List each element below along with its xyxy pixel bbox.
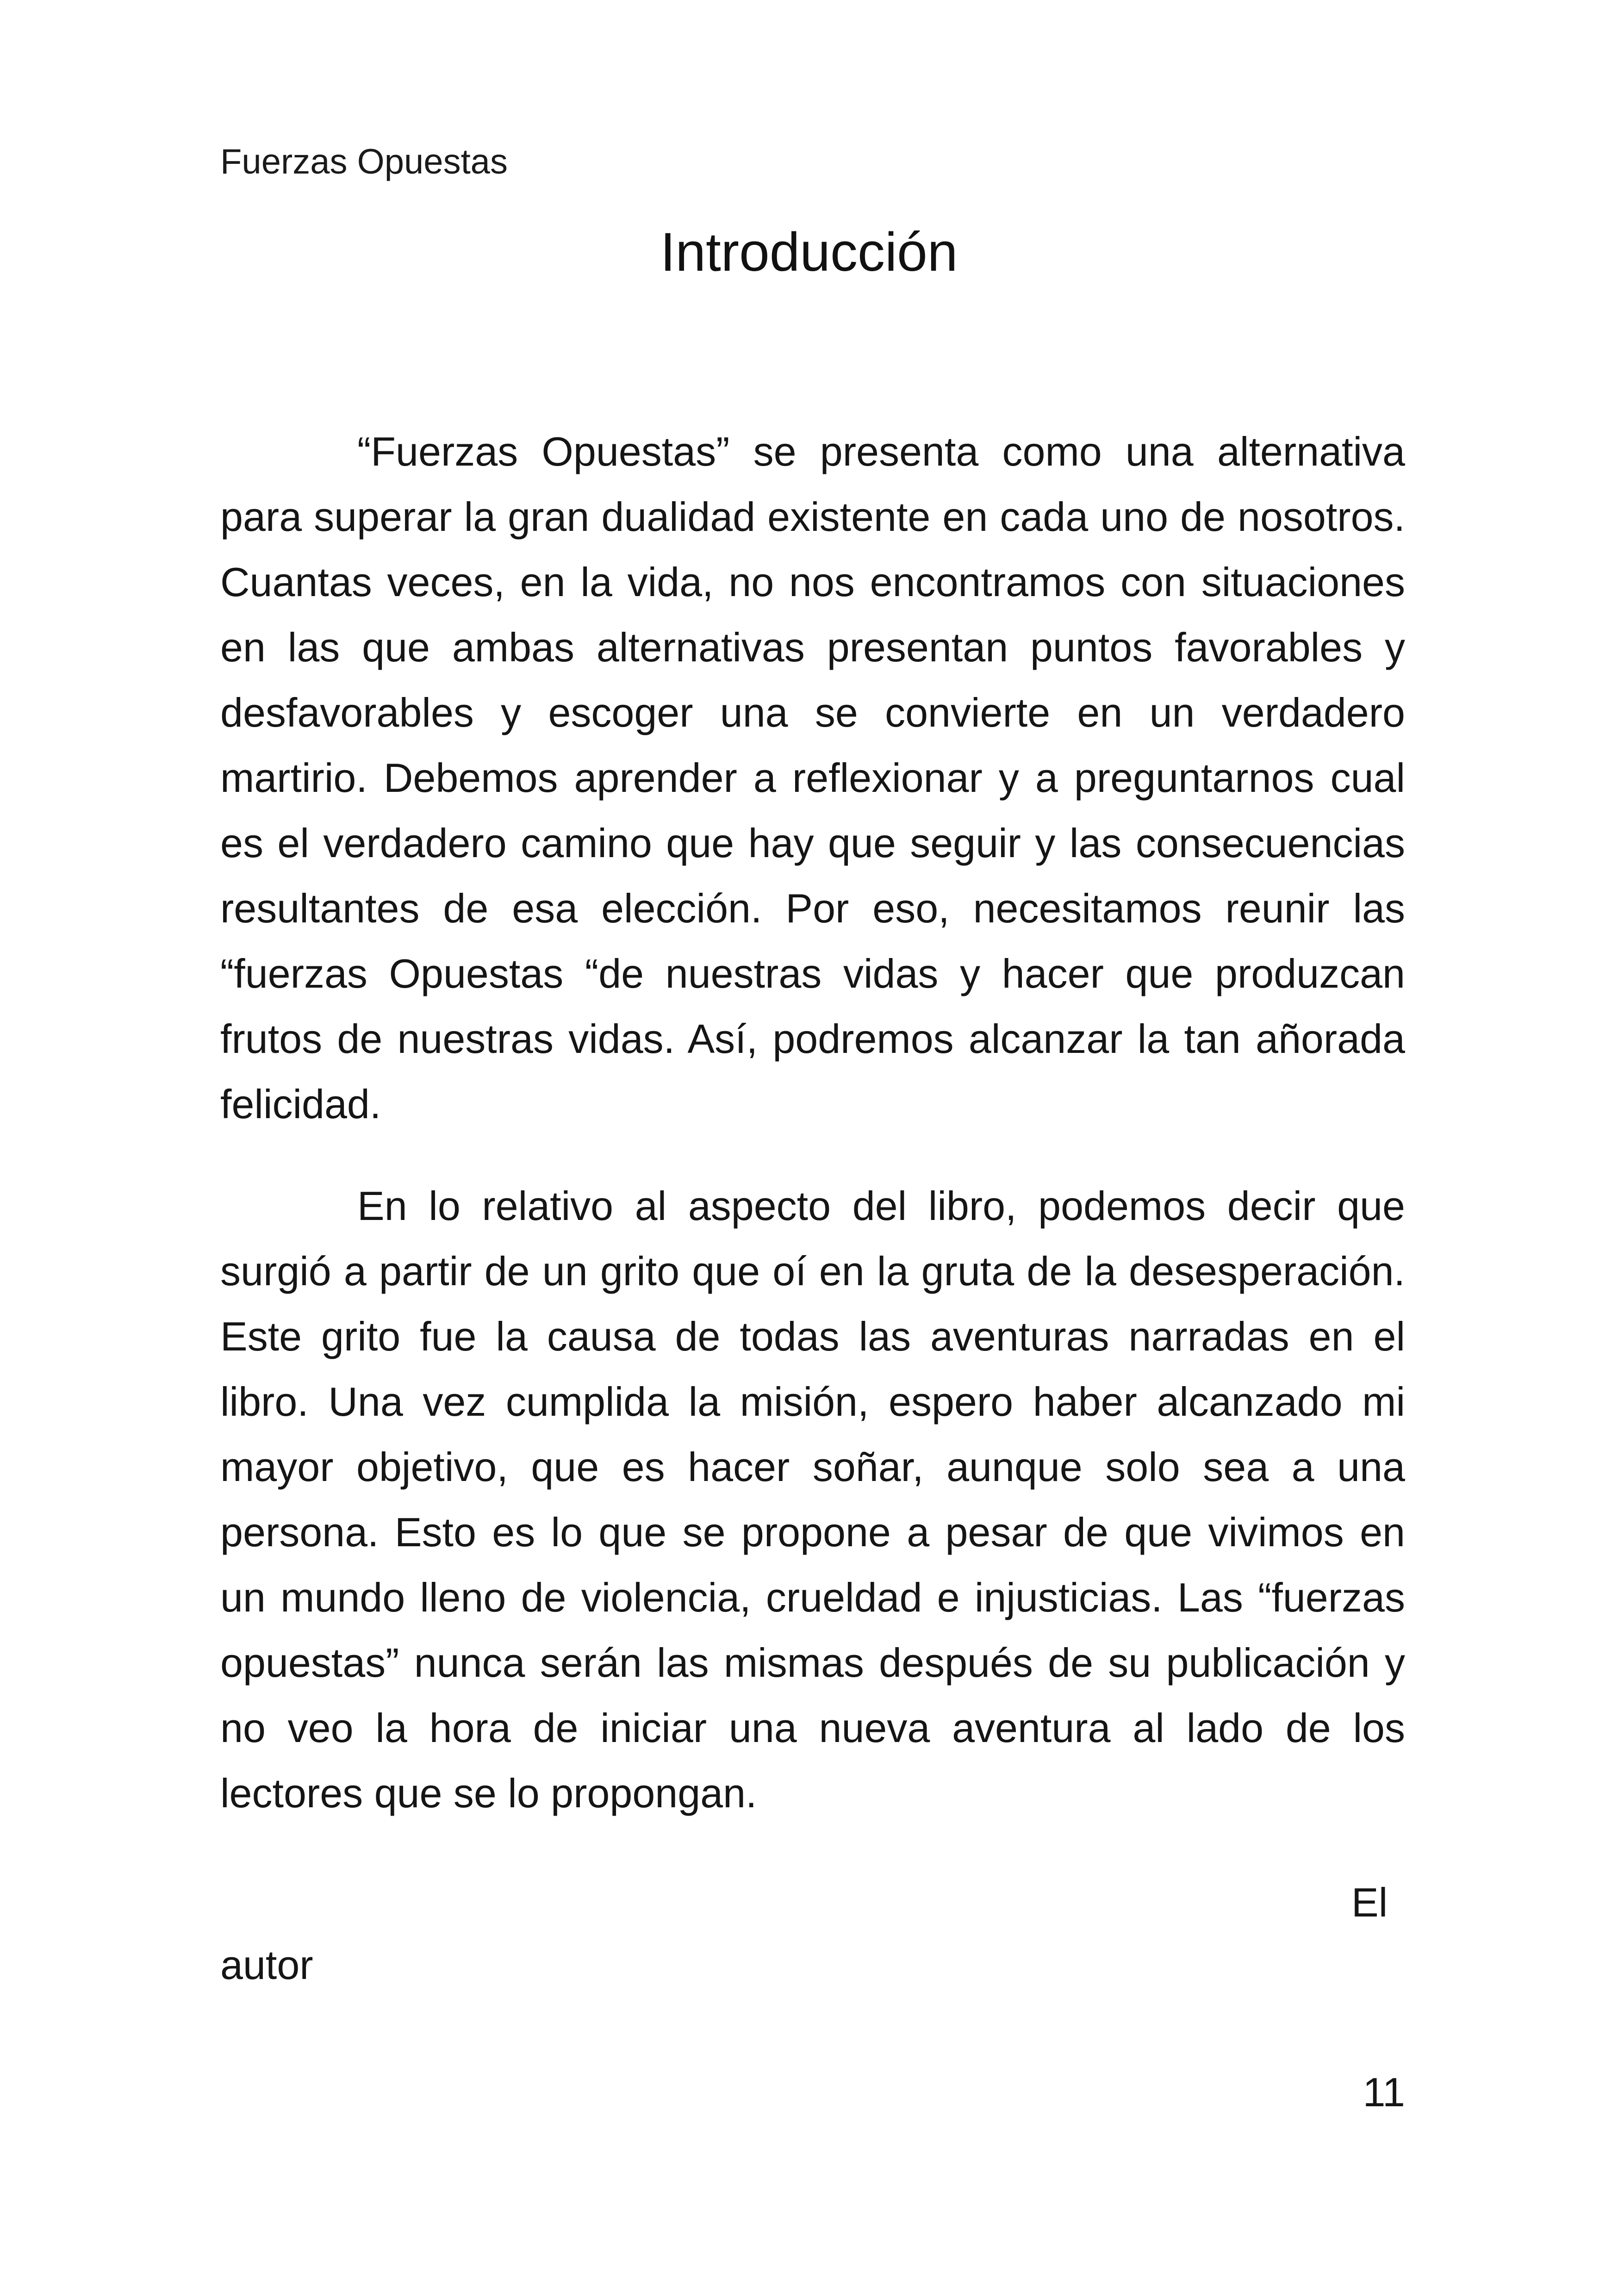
running-header: Fuerzas Opuestas xyxy=(220,142,508,181)
body-paragraph: “Fuerzas Opuestas” se presenta como una alternativa para superar la gran dualidad existente en cada uno de nosotros. Cuantas veces, en la vida, no nos encontramos con situaciones en las que ambas alternativas presentan puntos favorables y desfavorables y escoger una se convierte en un verdadero martirio. Debemos aprender a reflexionar y a preguntarnos cual es el verdadero camino que hay que seguir y las consecuencias resultantes de esa elección. Por eso, necesitamos reunir las “fuerzas Opuestas “de nuestras vidas y hacer que produzcan frutos de nuestras vidas. Así, podremos alcanzar la tan añorada felicidad. xyxy=(220,429,1405,1127)
chapter-title: Introducción xyxy=(660,222,958,283)
chapter-title-container xyxy=(0,218,1618,287)
signature-line-1: El xyxy=(1351,1879,1388,1925)
body-paragraph: En lo relativo al aspecto del libro, podemos decir que surgió a partir de un grito que oí en la gruta de la desesperación. Este grito fue la causa de todas las aventuras narradas en el libro. Una vez cumplida la misión, espero haber alcanzado mi mayor objetivo, que es hacer soñar, aunque solo sea a una persona. Esto es lo que se propone a pesar de que vivimos en un mundo lleno de violencia, crueldad e injusticias. Las “fuerzas opuestas” nunca serán las mismas después de su publicación y no veo la hora de iniciar una nueva aventura al lado de los lectores que se lo propongan. xyxy=(220,1183,1405,1816)
signature-line-2: autor xyxy=(220,1942,313,1988)
page-number: 11 xyxy=(1363,2069,1405,2115)
paragraph-2-block xyxy=(220,1173,1405,1826)
paragraph-1-block xyxy=(220,419,1405,1137)
